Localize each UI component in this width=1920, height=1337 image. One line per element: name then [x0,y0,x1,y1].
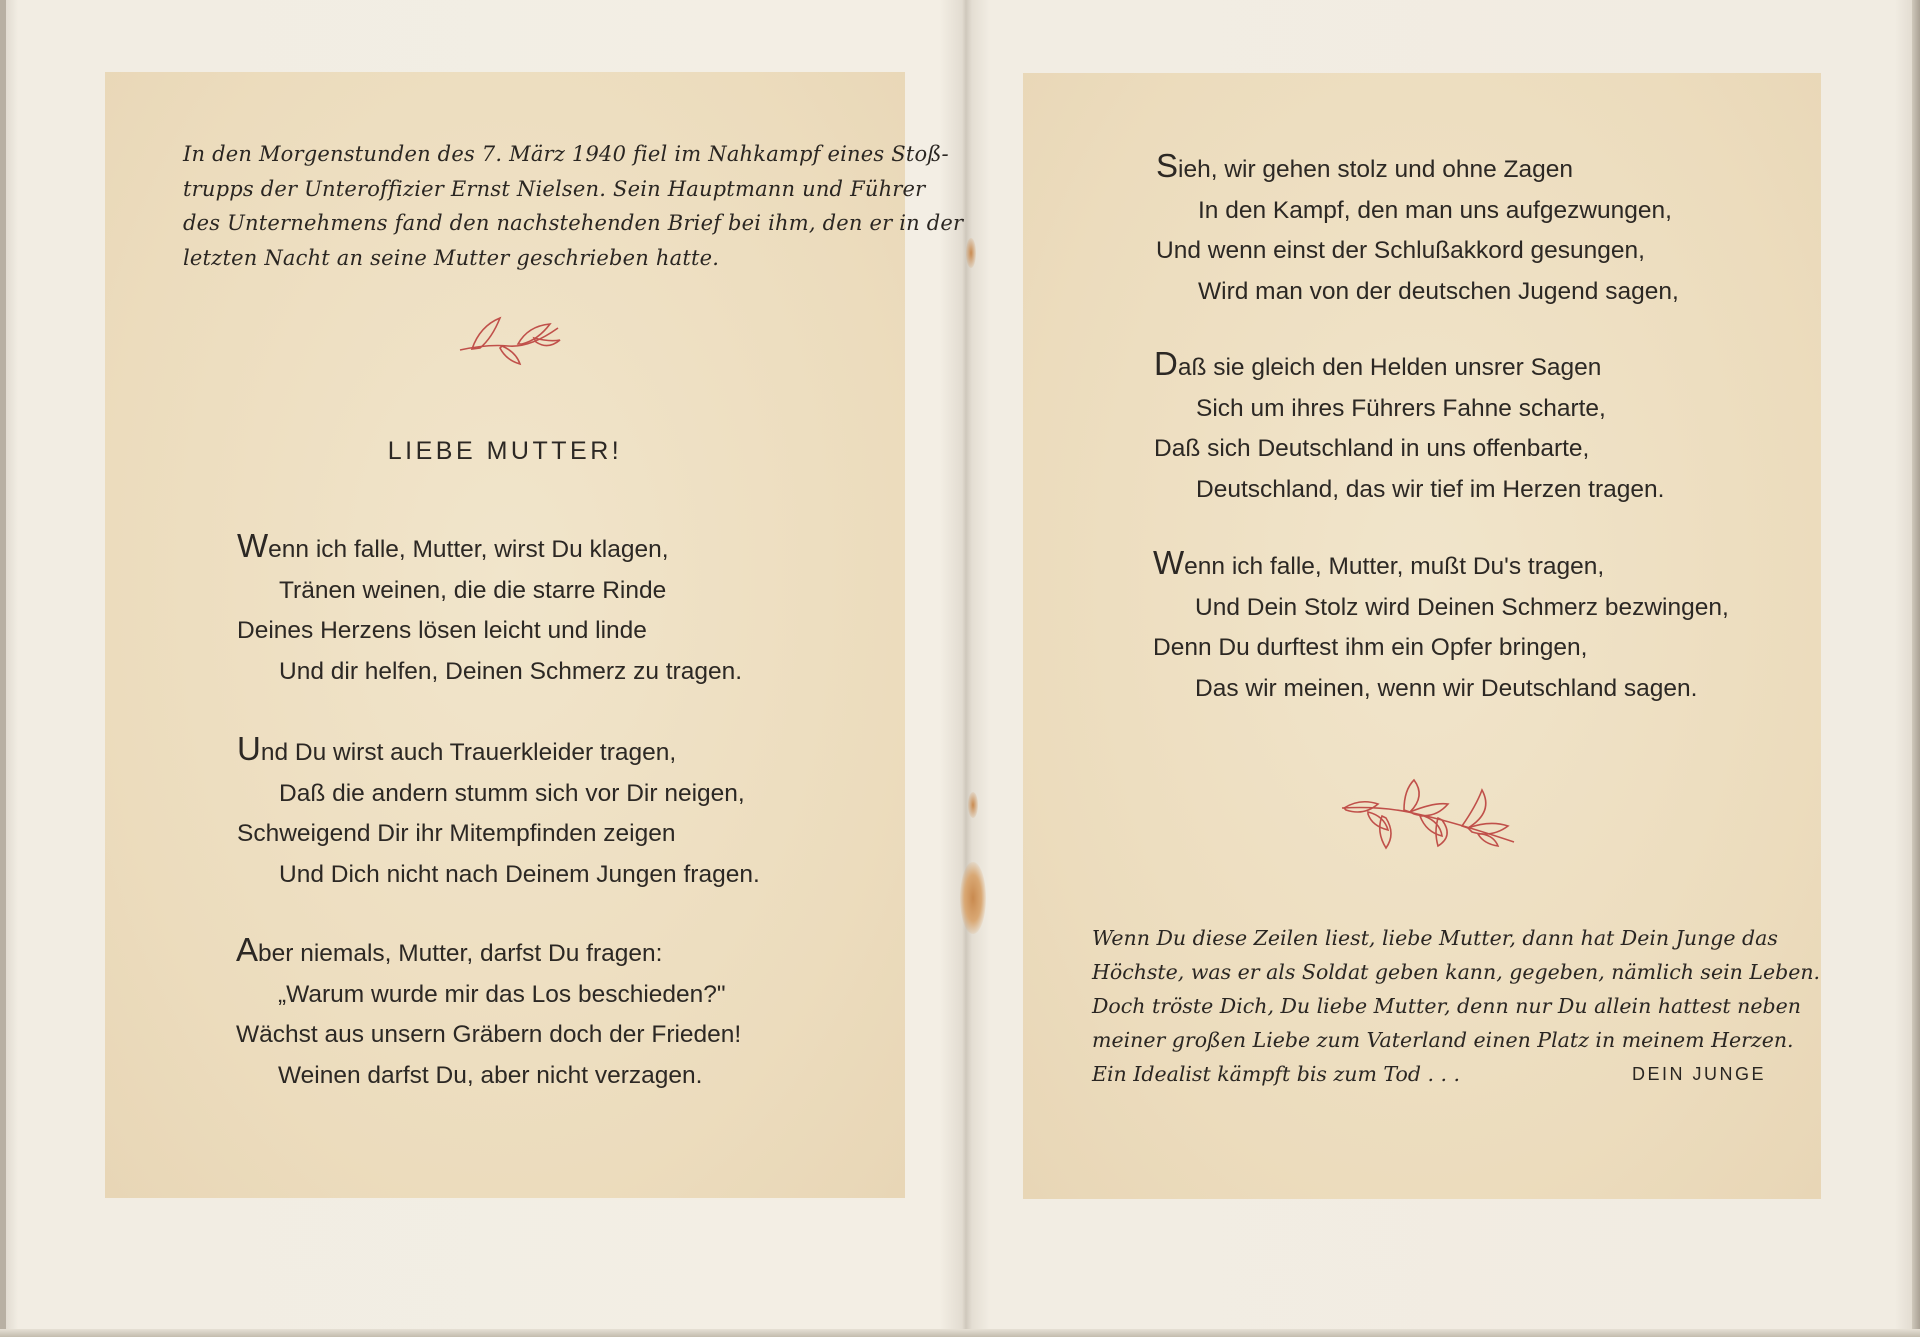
poem-line-text: aß sie gleich den Helden unsrer Sagen [1177,354,1602,381]
poem-line: Daß die andern stumm sich vor Dir neigen, [279,779,745,807]
spine-stain-small-2 [968,792,978,818]
drop-initial: W [1153,544,1185,581]
letter-heading: LIEBE MUTTER! [387,437,623,465]
poem-line: Deines Herzens lösen leicht und linde [237,617,647,644]
page-edge-right [1912,0,1920,1337]
poem-stanza [237,729,760,895]
intro-paragraph [183,137,964,275]
poem-line-text: nd Du wirst auch Trauerkleider tragen, [260,739,677,766]
poem-line: In den Kampf, den man uns aufgezwungen, [1198,196,1672,224]
page-edge-left [0,0,6,1337]
poem-stanza [1156,146,1679,312]
poem-line [1154,344,1664,389]
closing-line: Höchste, was er als Soldat geben kann, gegeben, nämlich sein Leben. [1092,960,1821,984]
spine-stain [960,862,986,934]
poem-line: Und dir helfen, Deinen Schmerz zu tragen. [279,657,743,685]
poem-line-text: enn ich falle, Mutter, wirst Du klagen, [268,536,669,563]
intro-line: trupps der Unteroffizier Ernst Nielsen. Sein Hauptmann und Führer [183,176,926,201]
poem-line: Und wenn einst der Schlußakkord gesungen, [1156,237,1645,264]
closing-line: Ein Idealist kämpft bis zum Tod . . . [1092,1062,1461,1086]
closing-line: Doch tröste Dich, Du liebe Mutter, denn nur Du allein hattest neben [1092,994,1801,1018]
poem-line: Wird man von der deutschen Jugend sagen, [1198,277,1679,305]
poem-line: Sich um ihres Führers Fahne scharte, [1196,394,1606,422]
intro-line: letzten Nacht an seine Mutter geschrieben hatte. [183,245,720,270]
closing-paragraph [1092,921,1821,1091]
poem-stanza [1153,543,1729,709]
drop-initial: S [1156,147,1179,184]
drop-initial: U [237,730,261,767]
signature: DEIN JUNGE [1631,1064,1766,1084]
drop-initial: D [1154,345,1178,382]
intro-line: In den Morgenstunden des 7. März 1940 fiel im Nahkampf eines Stoß- [183,142,949,166]
intro-line: des Unternehmens fand den nachstehenden Brief bei ihm, den er in der [183,211,964,235]
poem-line: Daß sich Deutschland in uns offenbarte, [1154,435,1590,462]
poem-stanza [236,930,741,1096]
drop-initial: A [236,931,259,968]
poem-line: „Warum wurde mir das Los beschieden?" [278,980,726,1008]
leaf-sprig-icon [458,316,564,366]
poem-line [236,930,741,975]
poem-line: Schweigend Dir ihr Mitempfinden zeigen [237,820,676,847]
poem-line-text: enn ich falle, Mutter, mußt Du's tragen, [1184,553,1605,580]
spine-stain-small [966,238,976,268]
poem-line [1153,543,1729,588]
poem-line: Wächst aus unsern Gräbern doch der Frieden! [236,1021,742,1048]
drop-initial: W [237,527,269,564]
closing-line: Wenn Du diese Zeilen liest, liebe Mutter, dann hat Dein Junge das [1092,926,1778,950]
poem-line: Und Dich nicht nach Deinem Jungen fragen. [279,860,760,888]
leaf-branch-icon [1338,776,1518,850]
poem-line: Tränen weinen, die die starre Rinde [279,576,667,604]
closing-last-line [1092,1057,1766,1091]
poem-line [237,526,742,571]
poem-line-text: ieh, wir gehen stolz und ohne Zagen [1178,156,1574,183]
poem-line [1156,146,1679,191]
closing-line: meiner großen Liebe zum Vaterland einen Platz in meinem Herzen. [1092,1028,1794,1052]
poem-line [237,729,760,774]
poem-line: Denn Du durftest ihm ein Opfer bringen, [1153,634,1588,661]
page-edge-bottom [0,1329,1920,1337]
poem-line: Das wir meinen, wenn wir Deutschland sagen. [1195,674,1698,702]
poem-line: Deutschland, das wir tief im Herzen tragen. [1196,475,1665,503]
poem-stanza [237,526,742,692]
poem-stanza [1154,344,1664,510]
poem-line: Weinen darfst Du, aber nicht verzagen. [278,1061,703,1089]
poem-line-text: ber niemals, Mutter, darfst Du fragen: [258,940,663,967]
poem-line: Und Dein Stolz wird Deinen Schmerz bezwingen, [1195,593,1729,621]
